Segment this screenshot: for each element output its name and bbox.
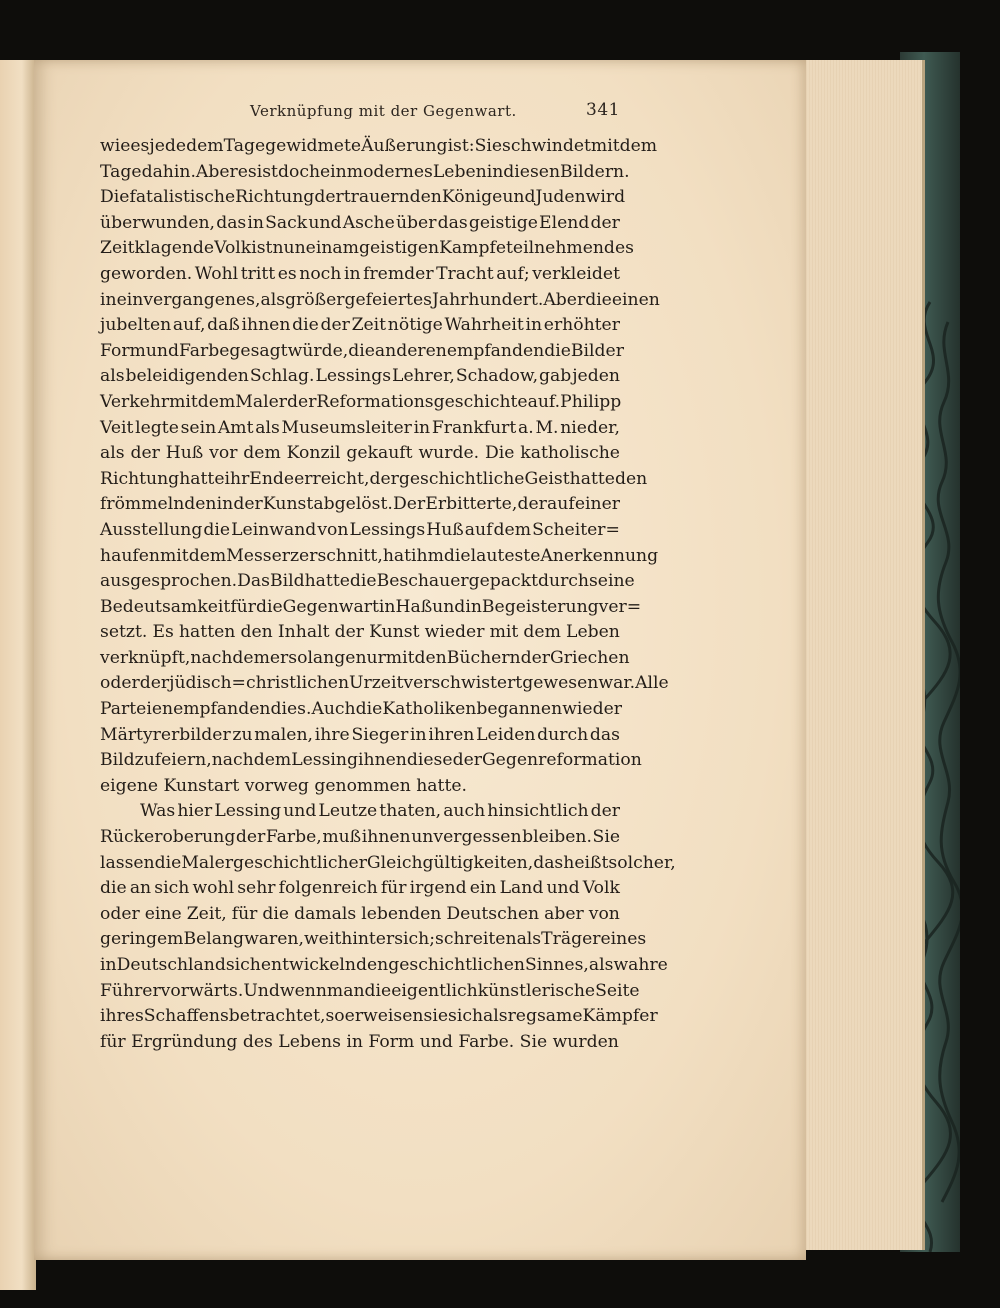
text-line: Richtung hatte ihr Ende erreicht, der geschichtliche Geist hatte den — [100, 468, 648, 489]
text-line: oder eine Zeit, für die damals lebenden Deutschen aber von — [100, 903, 620, 924]
text-line: Ausstellung die Leinwand von Lessings Huß auf dem Scheiter= — [100, 519, 620, 540]
text-line: oder der jüdisch=christlichen Urzeit verschwistert gewesen war. Alle — [100, 673, 669, 694]
text-line: Parteien empfanden dies. Auch die Katholiken begannen wieder — [100, 699, 622, 720]
text-line: Rückeroberung der Farbe, muß ihnen unvergessen bleiben. Sie — [100, 827, 620, 848]
running-title: Verknüpfung mit der Gegenwart. — [250, 102, 517, 120]
text-line: als beleidigenden Schlag. Lessings Lehrer, Schadow, gab jeden — [100, 366, 620, 387]
text-line: frömmelnden in der Kunst abgelöst. Der Erbitterte, der auf einer — [100, 494, 620, 515]
text-line: Bedeutsamkeit für die Gegenwart in Haß und in Begeisterung ver= — [100, 596, 642, 617]
text-line: Veit legte sein Amt als Museumsleiter in Frankfurt a. M. nieder, — [100, 417, 620, 438]
text-line: überwunden, das in Sack und Asche über das geistige Elend der — [100, 212, 620, 233]
text-line: Führer vorwärts. Und wenn man die eigentlich künstlerische Seite — [100, 980, 640, 1001]
page-number: 341 — [586, 100, 620, 120]
text-line: wie es jede dem Tage gewidmete Äußerung ist: Sie schwindet mit dem — [100, 136, 658, 156]
left-page-edge — [0, 60, 36, 1290]
text-line: lassen die Maler geschichtlicher Gleichgültigkeiten, das heißt solcher, — [100, 852, 676, 873]
text-line: Zeit klagende Volk ist nun ein am geistigen Kampfe teilnehmendes — [100, 238, 634, 259]
text-line: geworden. Wohl tritt es noch in fremder Tracht auf; verkleidet — [100, 263, 620, 284]
text-line: verknüpft, nachdem er so lange nur mit den Büchern der Griechen — [100, 647, 630, 668]
text-line: Die fatalistische Richtung der trauernden Könige und Juden wird — [100, 187, 626, 208]
page-header — [100, 100, 620, 126]
text-line: in ein vergangenes, als größer gefeiertes Jahrhundert. Aber die einen — [100, 289, 660, 310]
text-line: jubelten auf, daß ihnen die der Zeit nötige Wahrheit in erhöhter — [100, 315, 620, 336]
text-line: setzt. Es hatten den Inhalt der Kunst wieder mit dem Leben — [100, 622, 620, 643]
text-line: als der Huß vor dem Konzil gekauft wurde. Die katholische — [100, 443, 620, 464]
body-text — [100, 134, 676, 1055]
text-line: haufen mit dem Messer zerschnitt, hat ihm die lauteste Anerkennung — [100, 545, 659, 566]
page-block-edges — [802, 60, 925, 1250]
text-line: eigene Kunstart vorweg genommen hatte. — [100, 775, 467, 796]
text-line: Tage dahin. Aber es ist doch ein modernes Leben in diesen Bildern. — [100, 161, 630, 182]
text-line: die an sich wohl sehr folgenreich für irgend ein Land und Volk — [100, 878, 620, 899]
text-line: Form und Farbe gesagt würde, die anderen empfanden die Bilder — [100, 340, 624, 361]
text-line: in Deutschland sich entwickelnden geschichtlichen Sinnes, als wahre — [100, 955, 668, 975]
text-line: Was hier Lessing und Leutze thaten, auch hinsichtlich der — [140, 801, 620, 822]
text-line: geringem Belang waren, weit hinter sich; schreiten als Träger eines — [100, 929, 647, 950]
text-line: Märtyrerbilder zu malen, ihre Sieger in ihren Leiden durch das — [100, 724, 620, 745]
text-line: ihres Schaffens betrachtet, so erweisen sie sich als regsame Kämpfer — [100, 1006, 658, 1027]
text-line: Bild zu feiern, nachdem Lessing ihnen diese der Gegenreformation — [100, 750, 642, 771]
text-line: ausgesprochen. Das Bild hatte die Beschauer gepackt durch seine — [100, 571, 635, 592]
text-line: Verkehr mit dem Maler der Reformationsgeschichte auf. Philipp — [100, 391, 622, 412]
text-line: für Ergründung des Lebens in Form und Farbe. Sie wurden — [100, 1031, 619, 1052]
